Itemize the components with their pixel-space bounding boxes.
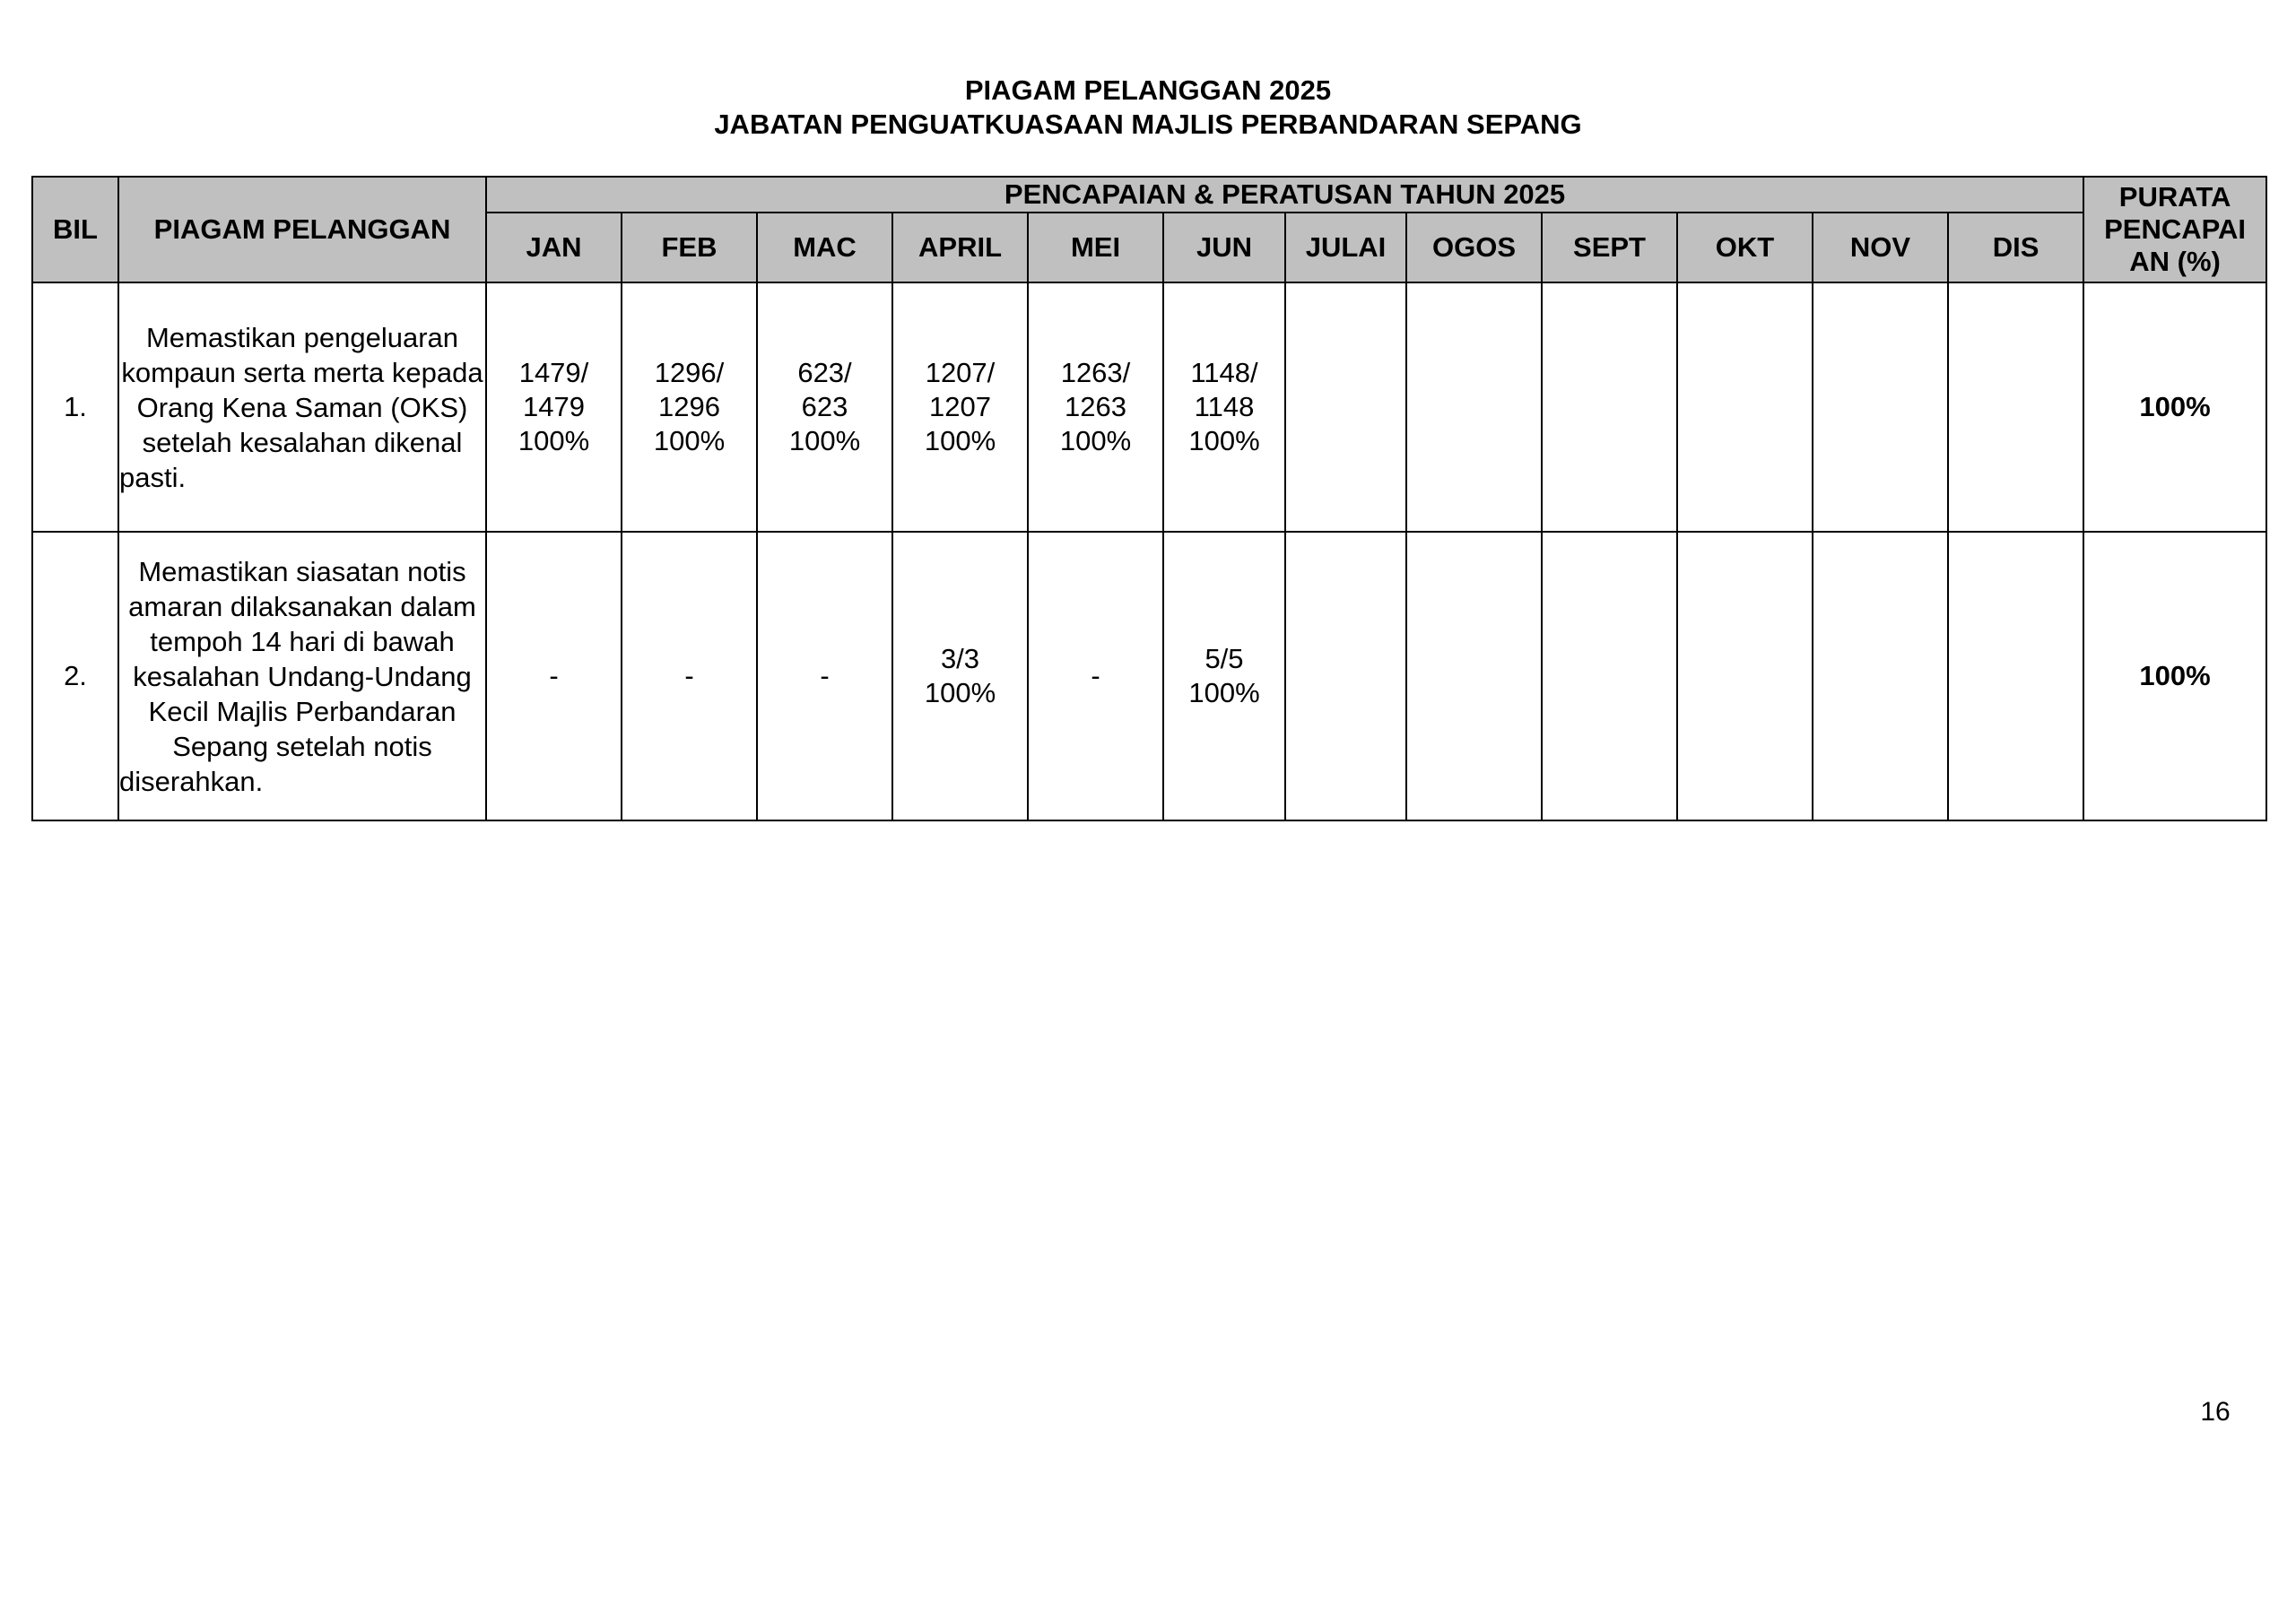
- header-month: OGOS: [1406, 213, 1542, 282]
- header-month: NOV: [1813, 213, 1948, 282]
- header-month: OKT: [1677, 213, 1813, 282]
- month-value: [1285, 532, 1406, 820]
- month-value: 1207/ 1207 100%: [892, 282, 1028, 532]
- table-header-row: [32, 177, 2266, 213]
- month-value: 1148/ 1148 100%: [1163, 282, 1285, 532]
- month-value: 623/ 623 100%: [757, 282, 892, 532]
- charter-description: Memastikan pengeluaran kompaun serta merta kepada Orang Kena Saman (OKS) setelah kesalahan dikenal pasti.: [118, 282, 486, 532]
- average-value: 100%: [2083, 532, 2266, 820]
- header-month: MAC: [757, 213, 892, 282]
- month-value: [1406, 282, 1542, 532]
- header-achievement-group: PENCAPAIAN & PERATUSAN TAHUN 2025: [486, 177, 2083, 213]
- month-value: 3/3 100%: [892, 532, 1028, 820]
- table-row: [32, 532, 2266, 820]
- header-month: SEPT: [1542, 213, 1677, 282]
- row-number: 2.: [32, 532, 118, 820]
- charter-description: Memastikan siasatan notis amaran dilaksanakan dalam tempoh 14 hari di bawah kesalahan Undang-Undang Kecil Majlis Perbandaran Sepang setelah notis diserahkan.: [118, 532, 486, 820]
- table-row: [32, 282, 2266, 532]
- month-value: [1542, 282, 1677, 532]
- header-charter: PIAGAM PELANGGAN: [118, 177, 486, 282]
- header-month: DIS: [1948, 213, 2083, 282]
- header-month: APRIL: [892, 213, 1028, 282]
- row-number: 1.: [32, 282, 118, 532]
- header-month: JAN: [486, 213, 622, 282]
- header-month: JULAI: [1285, 213, 1406, 282]
- month-value: [1813, 282, 1948, 532]
- month-value: [1677, 282, 1813, 532]
- document-title: PIAGAM PELANGGAN 2025: [964, 74, 1332, 106]
- month-value: [1285, 282, 1406, 532]
- month-value: [1813, 532, 1948, 820]
- month-value: [1542, 532, 1677, 820]
- page-number: 16: [2200, 1397, 2231, 1427]
- month-value: 1296/ 1296 100%: [622, 282, 757, 532]
- header-average: PURATA PENCAPAI AN (%): [2083, 177, 2266, 282]
- header-month: FEB: [622, 213, 757, 282]
- header-month: JUN: [1163, 213, 1285, 282]
- customer-charter-table: [31, 176, 2267, 821]
- month-value: [1677, 532, 1813, 820]
- header-bil: BIL: [32, 177, 118, 282]
- header-month: MEI: [1028, 213, 1163, 282]
- month-value: -: [622, 532, 757, 820]
- month-value: [1948, 532, 2083, 820]
- month-value: [1948, 282, 2083, 532]
- month-value: 1263/ 1263 100%: [1028, 282, 1163, 532]
- document-subtitle: JABATAN PENGUATKUASAAN MAJLIS PERBANDARAN SEPANG: [714, 108, 1582, 140]
- month-value: [1406, 532, 1542, 820]
- month-value: -: [757, 532, 892, 820]
- month-value: 1479/ 1479 100%: [486, 282, 622, 532]
- month-value: -: [1028, 532, 1163, 820]
- month-value: -: [486, 532, 622, 820]
- month-value: 5/5 100%: [1163, 532, 1285, 820]
- average-value: 100%: [2083, 282, 2266, 532]
